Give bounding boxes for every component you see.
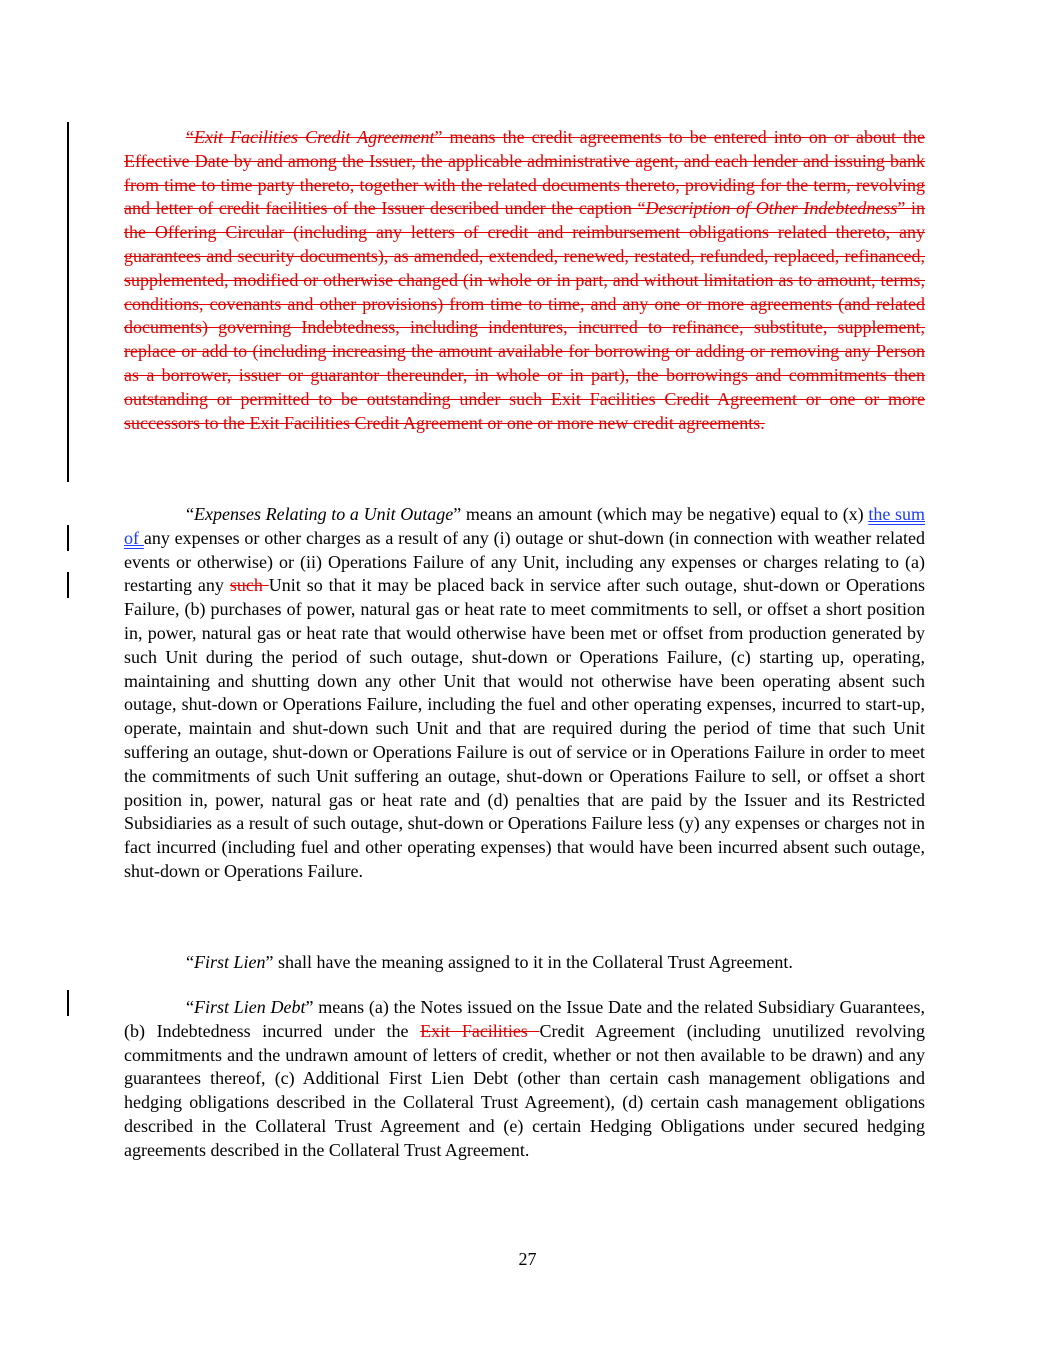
inserted-text: the sum of — [124, 504, 925, 548]
deleted-text: Exit Facilities — [420, 1020, 540, 1041]
definition-text: means the credit agreements to be entered into on or about the Effective Date by and among the Issuer, the applicable administrative agent, and each lender and issuing bank from time to time party thereto, together with the related documents thereto, providing for the term, revolving and letter of credit facilities of the Issuer described under the caption “ — [124, 127, 926, 219]
deleted-text: such — [229, 575, 269, 596]
change-bar — [67, 122, 69, 482]
definition-text: ” in the Offering Circular (including any letters of credit and reimbursement obligations related thereto, any guarantees and security documents), as amended, extended, renewed, restated, refunded, replaced, refinanced, supplemented, modified or otherwise changed (in whole or in part, and without limitation as to amount, terms, conditions, covenants and other provisions) from time to time, and any one or more agreements (and related documents) governing Indebtedness, including indentures, incurred to refinance, substitute, supplement, replace or add to (including increasing the amount available for borrowing or adding or removing any Person as a borrower, issuer or guarantor thereunder, in whole or in part), the borrowings and commitments then outstanding or permitted to be outstanding under such Exit Facilities Credit Agreement or one or more successors to the Exit Facilities Credit Agreement or one or more new credit agreements. — [124, 198, 925, 433]
definition-text: Unit so that it may be placed back in service after such outage, shut-down or Operations Failure, (b) purchases of power, natural gas or heat rate to meet commitments to sell, or offset a short position in, power, natural gas or heat rate that would otherwise have been met or offset from production generated by such Unit during the period of such outage, shut-down or Operations Failure, (c) starting up, operating, maintaining and shutting down any other Unit that would not otherwise have been operating absent such outage, shut-down or Operations Failure, including the fuel and other operating expenses, incurred to start-up, operate, maintain and shut-down such Unit and that are required during the period of time that such Unit suffering an outage, shut-down or Operations Failure is out of service or in Operations Failure in order to meet the commitments of such Unit suffering an outage, shut-down or Operations Failure to sell, or offset a short position in, power, natural gas or heat rate and (d) penalties that are paid by the Issuer and its Restricted Subsidiaries as a result of such outage, shut-down or Operations Failure less (y) any expenses or charges not in fact incurred (including fuel and other operating expenses) that would have been incurred absent such outage, shut-down or Operations Failure. — [124, 575, 926, 881]
definition-text: ” shall have the meaning assigned to it in the Collateral Trust Agreement. — [265, 952, 793, 972]
change-bar — [67, 990, 69, 1016]
quote-open: “ — [186, 127, 194, 147]
definition-text: ” means an amount (which may be negative) equal to (x) — [453, 504, 869, 524]
defined-term: First Lien Debt — [194, 997, 306, 1017]
page-number: 27 — [518, 1249, 537, 1269]
defined-term: First Lien — [194, 952, 266, 972]
definition-first-lien — [124, 951, 925, 975]
change-bar — [67, 572, 69, 598]
defined-term: Exit Facilities Credit Agreement — [194, 127, 435, 147]
definition-text: any expenses or other charges as a result of any (i) outage or shut-down (in connection with weather related events or otherwise) or (ii) Operations Failure of any Unit, including any expenses or charges relating to (a) restarting any — [124, 527, 925, 596]
quote-open: “ — [186, 504, 194, 524]
definition-first-lien-debt — [124, 996, 925, 1163]
caption-title: Description of Other Indebtedness — [645, 198, 898, 219]
defined-term: Expenses Relating to a Unit Outage — [194, 504, 454, 524]
quote-open: “ — [186, 997, 194, 1017]
definition-exit-facilities-credit-agreement — [124, 126, 925, 435]
change-bar — [67, 525, 69, 551]
quote-open: “ — [186, 952, 194, 972]
quote-close: ” — [434, 127, 443, 147]
definition-text: Credit Agreement (including unutilized revolving commitments and the undrawn amount of letters of credit, whether or not then available to be drawn) and any guarantees thereof, (c) Additional First Lien Debt (other than certain cash management obligations and hedging obligations described in the Collateral Trust Agreement), (d) certain cash management obligations described in the Collateral Trust Agreement and (e) certain Hedging Obligations under secured hedging agreements described in the Collateral Trust Agreement. — [124, 1020, 925, 1160]
definition-text: ” means (a) the Notes issued on the Issue Date and the related Subsidiary Guarantees, (b) Indebtedness incurred under the — [124, 997, 925, 1041]
definition-expenses-relating-to-unit-outage — [124, 503, 925, 884]
